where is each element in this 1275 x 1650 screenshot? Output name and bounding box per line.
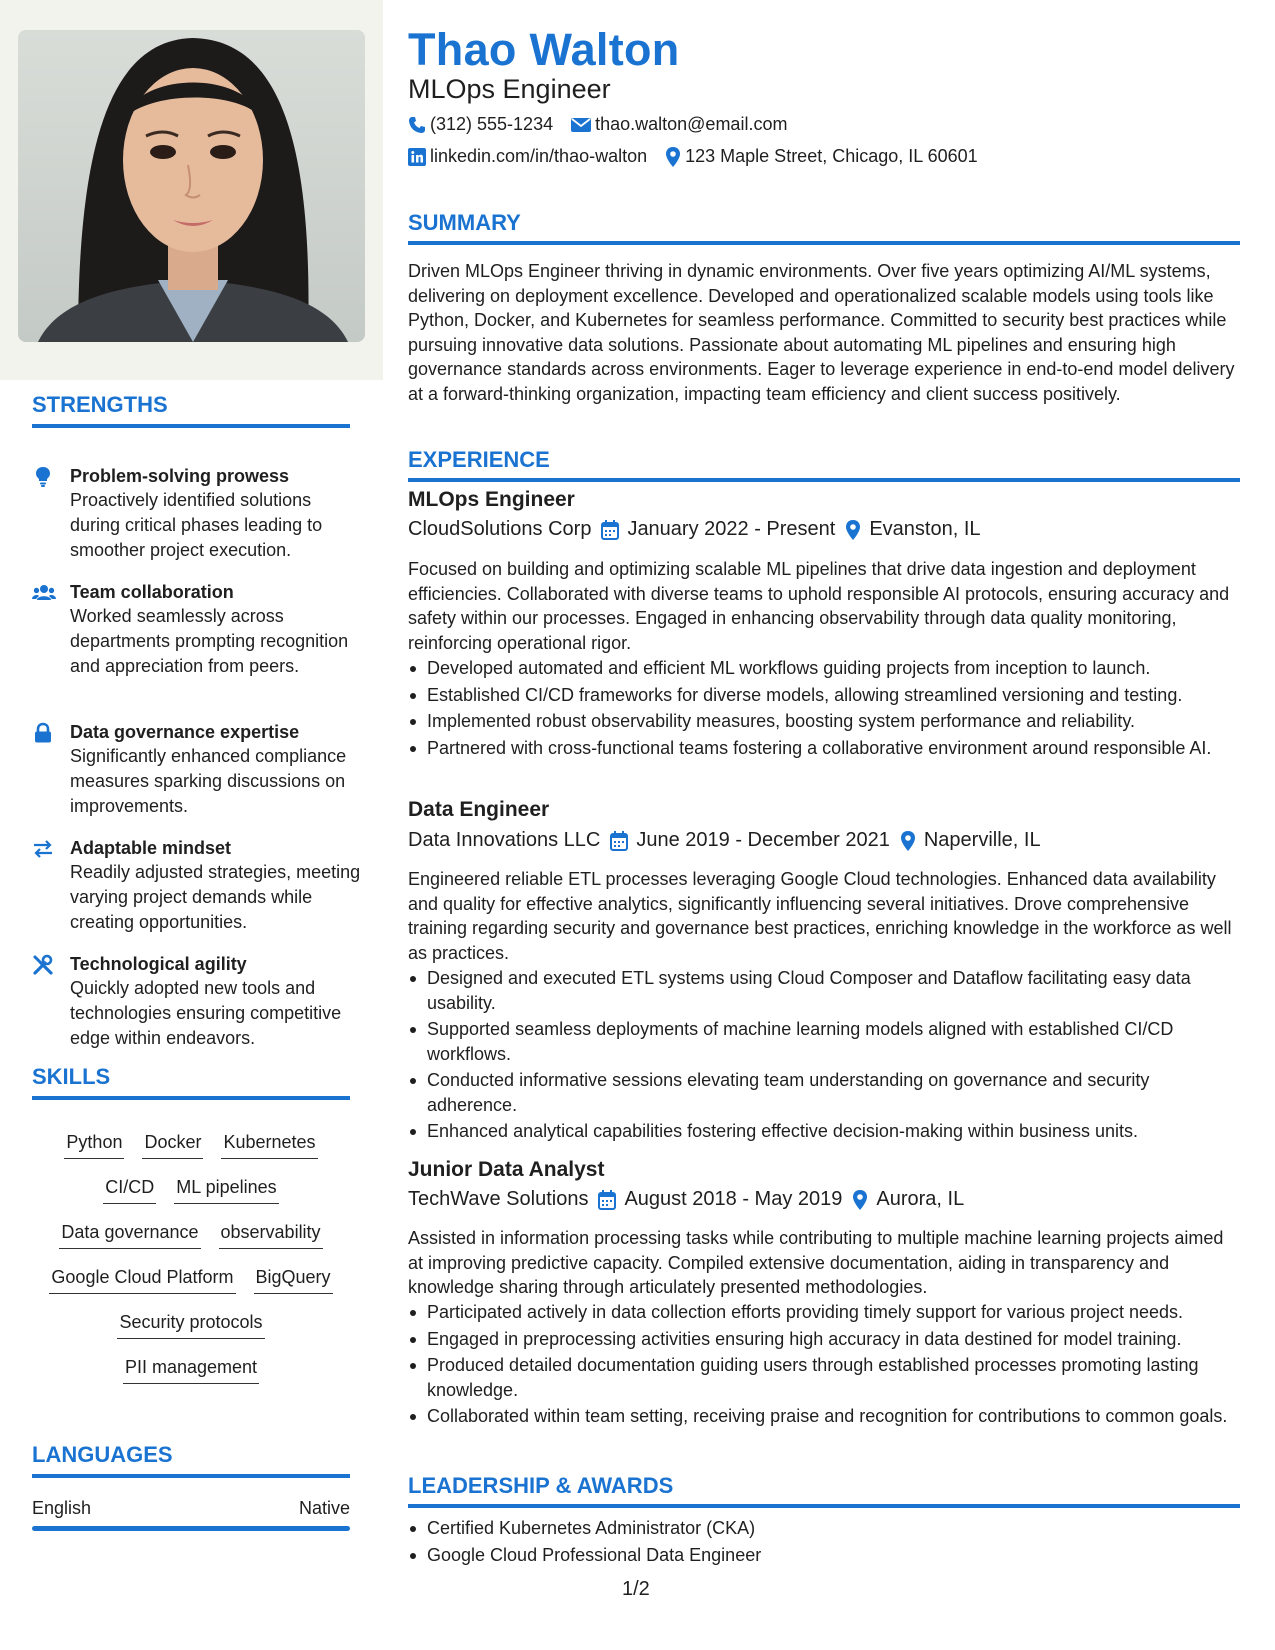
list-item: Designed and executed ETL systems using Cloud Composer and Dataflow facilitating easy data usability. — [408, 966, 1240, 1015]
strength-title: Technological agility — [70, 954, 247, 974]
list-item: Partnered with cross-functional teams fostering a collaborative environment around responsible AI. — [408, 736, 1240, 761]
map-pin-icon — [900, 831, 916, 851]
language-row — [32, 1498, 350, 1519]
skill-tag: Kubernetes — [221, 1130, 317, 1159]
map-pin-icon — [852, 1190, 868, 1210]
job-title: Junior Data Analyst — [408, 1158, 605, 1181]
job-title: Data Engineer — [408, 798, 550, 821]
strength-item — [32, 464, 362, 564]
job-dates-text: June 2019 - December 2021 — [636, 829, 890, 851]
calendar-icon — [610, 831, 628, 851]
strength-title: Problem-solving prowess — [70, 466, 290, 486]
phone-contact[interactable] — [408, 114, 553, 135]
page-number: 1/2 — [622, 1578, 650, 1600]
skill-tag: PII management — [123, 1355, 259, 1384]
languages-heading: LANGUAGES — [32, 1442, 350, 1478]
strengths-list — [32, 464, 362, 1092]
job-dates-text: January 2022 - Present — [627, 518, 836, 540]
email-contact[interactable] — [571, 114, 787, 135]
strength-title: Data governance expertise — [70, 722, 300, 742]
sidebar — [0, 0, 383, 1650]
address-text: 123 Maple Street, Chicago, IL 60601 — [685, 146, 978, 166]
phone-icon — [408, 116, 426, 134]
skill-row — [32, 1175, 350, 1220]
skill-tag: Security protocols — [117, 1310, 264, 1339]
list-item: Developed automated and efficient ML workflows guiding projects from inception to launch. — [408, 656, 1240, 681]
company-name: Data Innovations LLC — [408, 829, 601, 851]
skill-tag: Python — [64, 1130, 124, 1159]
language-proficiency-bar — [32, 1526, 350, 1531]
tools-icon — [32, 954, 56, 976]
strength-desc: Worked seamlessly across departments prompting recognition and appreciation from peers. — [70, 606, 349, 676]
job-description: Assisted in information processing tasks while contributing to multiple machine learning projects aimed at improving predictive capacity. Compiled extensive documentation, aiding in transparency and knowledge sharing through articulately presented methodologies. — [408, 1228, 1224, 1297]
list-item: Participated actively in data collection efforts providing timely support for various project needs. — [408, 1300, 1240, 1325]
email-text: thao.walton@email.com — [595, 114, 788, 134]
language-level: Native — [298, 1498, 350, 1518]
calendar-icon — [598, 1190, 616, 1210]
strength-desc: Significantly enhanced compliance measures sparking discussions on improvements. — [70, 746, 347, 816]
job-description: Focused on building and optimizing scalable ML pipelines that drive data ingestion and deployment efficiencies. Collaborated with diverse teams to uphold responsible AI protocols, ensuring accuracy and safety within our processes. Engaged in enhancing observability through data quality monitoring, reinforcing operational rigor. — [408, 559, 1230, 653]
list-item: Enhanced analytical capabilities fostering effective decision-making within business units. — [408, 1119, 1240, 1144]
strength-title: Team collaboration — [70, 582, 234, 602]
lightbulb-icon — [32, 466, 56, 488]
experience-heading: EXPERIENCE — [408, 447, 1240, 482]
job-location-text: Naperville, IL — [923, 829, 1041, 851]
lock-icon — [32, 722, 56, 744]
profile-photo — [18, 30, 365, 342]
skill-tag: Data governance — [59, 1220, 200, 1249]
job-bullets — [408, 1300, 1240, 1431]
job-meta — [408, 829, 1041, 852]
job-meta — [408, 1188, 964, 1211]
skills-heading: SKILLS — [32, 1064, 350, 1100]
language-name: English — [32, 1498, 92, 1518]
job-dates-text: August 2018 - May 2019 — [624, 1188, 843, 1210]
photo-panel — [0, 0, 383, 380]
strength-item — [32, 952, 362, 1076]
list-item: Engaged in preprocessing activities ensuring high accuracy in data destined for model training. — [408, 1327, 1240, 1352]
strength-item — [32, 836, 362, 936]
skill-tag: ML pipelines — [174, 1175, 278, 1204]
skill-tag: Docker — [142, 1130, 203, 1159]
awards-list — [408, 1516, 1240, 1569]
skill-tag: observability — [219, 1220, 323, 1249]
company-name: TechWave Solutions — [408, 1188, 589, 1210]
contact-row — [408, 146, 978, 167]
list-item: Conducted informative sessions elevating team understanding on governance and security adherence. — [408, 1068, 1240, 1117]
job-bullets — [408, 656, 1240, 762]
skill-row — [32, 1355, 350, 1400]
job-title: MLOps Engineer — [408, 488, 575, 511]
skill-row — [32, 1130, 350, 1175]
strength-desc: Quickly adopted new tools and technologies ensuring competitive edge within endeavors. — [70, 978, 342, 1048]
envelope-icon — [571, 117, 591, 133]
skills-list — [32, 1130, 350, 1400]
list-item: Google Cloud Professional Data Engineer — [408, 1543, 1240, 1568]
map-pin-icon — [665, 147, 681, 167]
job-location — [852, 1188, 964, 1211]
calendar-icon — [601, 520, 619, 540]
strength-item — [32, 720, 362, 820]
job-title-headline: MLOps Engineer — [408, 74, 611, 104]
strength-desc: Proactively identified solutions during critical phases leading to smoother project execution. — [70, 490, 323, 560]
awards-heading: LEADERSHIP & AWARDS — [408, 1473, 1240, 1508]
job-dates — [601, 518, 835, 541]
job-location — [900, 829, 1041, 852]
address-contact — [665, 146, 978, 167]
contact-row — [408, 114, 787, 135]
linkedin-contact[interactable] — [408, 146, 647, 167]
map-pin-icon — [845, 520, 861, 540]
job-location-text: Evanston, IL — [869, 518, 981, 540]
arrows-exchange-icon — [32, 838, 56, 860]
phone-text: (312) 555-1234 — [430, 114, 554, 134]
summary-text: Driven MLOps Engineer thriving in dynamic environments. Over five years optimizing AI/ML systems, delivering on deployment excellence. Developed and operationalized scalable models using tools like Python, Docker, and Kubernetes for seamless performance. Committed to security best practices while pursuing innovative data solutions. Passionate about automating ML pipelines and ensuring high governance standards across environments. Eager to leverage experience in end-to-end model delivery at a forward-thinking organization, impacting team efficiency and client success positively. — [408, 261, 1235, 404]
skill-tag: BigQuery — [254, 1265, 333, 1294]
users-icon — [32, 582, 56, 604]
summary-heading: SUMMARY — [408, 210, 1240, 245]
skill-row — [32, 1310, 350, 1355]
list-item: Certified Kubernetes Administrator (CKA) — [408, 1516, 1240, 1541]
job-dates — [610, 829, 890, 852]
strength-title: Adaptable mindset — [70, 838, 232, 858]
job-location-text: Aurora, IL — [876, 1188, 965, 1210]
company-name: CloudSolutions Corp — [408, 518, 592, 540]
candidate-name: Thao Walton — [408, 24, 680, 75]
skill-tag: CI/CD — [103, 1175, 156, 1204]
list-item: Implemented robust observability measures, boosting system performance and reliability. — [408, 709, 1240, 734]
skill-row — [32, 1265, 350, 1310]
strength-desc: Readily adjusted strategies, meeting varying project demands while creating opportunities. — [70, 862, 361, 932]
list-item: Supported seamless deployments of machine learning models aligned with established CI/CD workflows. — [408, 1017, 1240, 1066]
strengths-heading: STRENGTHS — [32, 392, 350, 428]
skill-row — [32, 1220, 350, 1265]
skill-tag: Google Cloud Platform — [49, 1265, 235, 1294]
strength-item — [32, 580, 362, 704]
linkedin-text: linkedin.com/in/thao-walton — [430, 146, 648, 166]
job-bullets — [408, 966, 1240, 1146]
job-dates — [598, 1188, 842, 1211]
list-item: Produced detailed documentation guiding users through established processes promoting lasting knowledge. — [408, 1353, 1240, 1402]
list-item: Collaborated within team setting, receiving praise and recognition for contributions to common goals. — [408, 1404, 1240, 1429]
job-meta — [408, 518, 981, 541]
list-item: Established CI/CD frameworks for diverse models, allowing streamlined versioning and testing. — [408, 683, 1240, 708]
job-location — [845, 518, 980, 541]
linkedin-icon — [408, 148, 426, 166]
job-description: Engineered reliable ETL processes leveraging Google Cloud technologies. Enhanced data availability and quality for effective analytics, significantly influencing several initiatives. Drove comprehensive training regarding security and governance best practices, enriching knowledge in the workforce as well as practices. — [408, 869, 1232, 963]
